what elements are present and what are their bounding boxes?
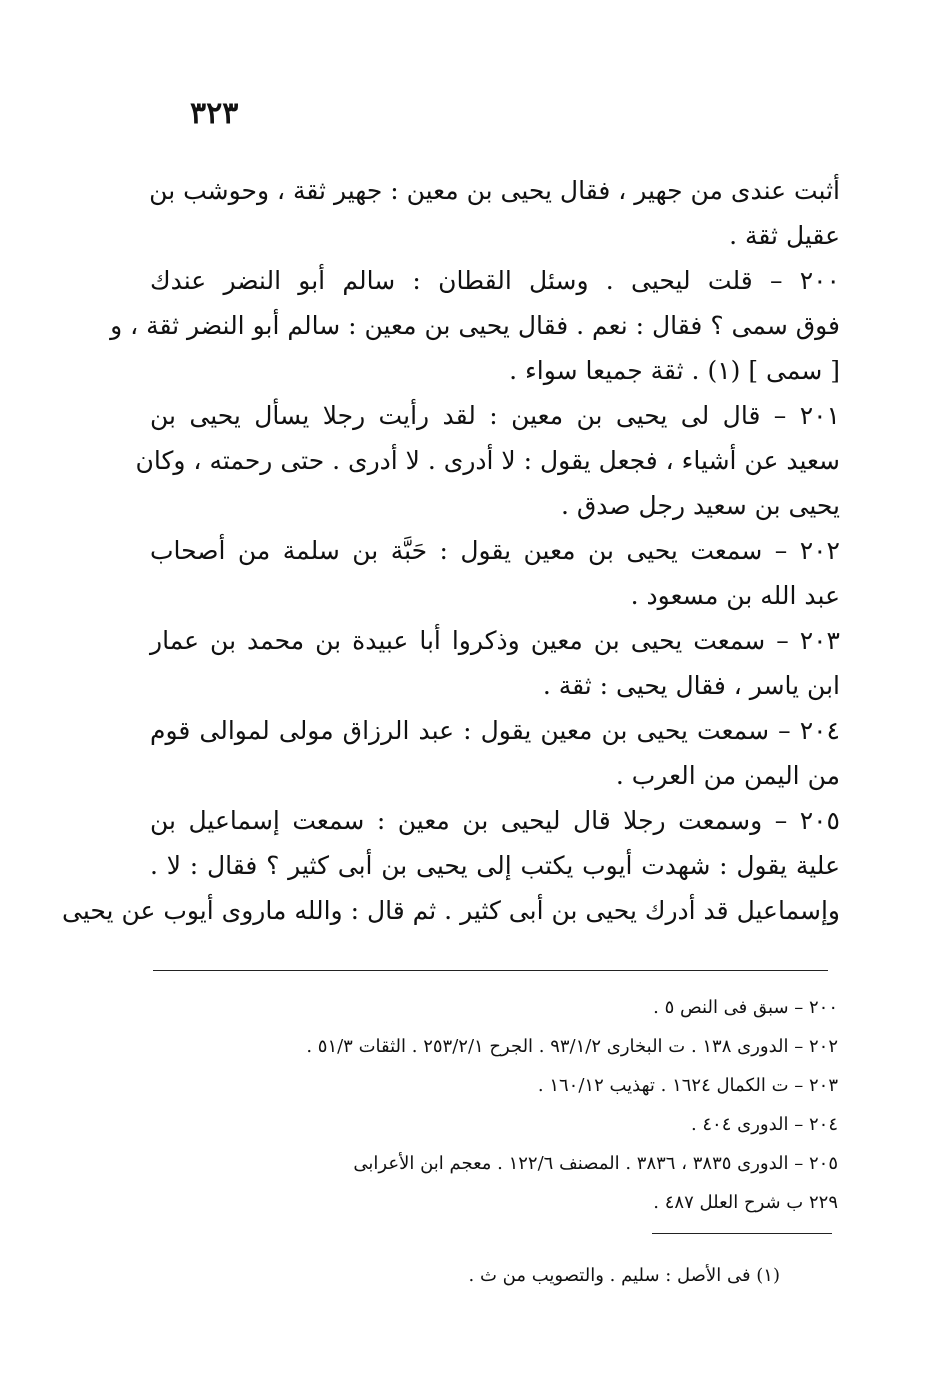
entry-200 xyxy=(110,258,840,393)
text-line: ٢٠٥ – وسمعت رجلا قال ليحيى بن معين : سمعت إسماعيل بن xyxy=(150,806,840,835)
main-text xyxy=(62,168,840,933)
footnote-203: ٢٠٣ – ت الكمال ١٦٢٤ . تهذيب ١٦٠/١٢ . xyxy=(537,1075,838,1096)
entry-203 xyxy=(150,618,840,708)
footnote-202: ٢٠٢ – الدورى ١٣٨ . ت البخارى ٩٣/١/٢ . الجرح ٢٥٣/٢/١ . الثقات ٥١/٣ . xyxy=(306,1036,838,1057)
text-line: عبد الله بن مسعود . xyxy=(630,581,840,610)
text-line: ٢٠٣ – سمعت يحيى بن معين وذكروا أبا عبيدة بن محمد بن عمار xyxy=(150,626,840,655)
footnote-205: ٢٠٥ – الدورى ٣٨٣٥ ، ٣٨٣٦ . المصنف ١٢٢/٦ . معجم ابن الأعرابى xyxy=(353,1153,838,1174)
entry-201 xyxy=(135,393,840,528)
text-line: وإسماعيل قد أدرك يحيى بن أبى كثير . ثم قال : والله ماروى أيوب عن يحيى xyxy=(62,896,840,925)
footnote-204: ٢٠٤ – الدورى ٤٠٤ . xyxy=(690,1114,838,1135)
page-number: ٣٢٣ xyxy=(190,96,239,131)
text-line: ابن ياسر ، فقال يحيى : ثقة . xyxy=(542,671,840,700)
text-line: عقيل ثقة . xyxy=(729,221,840,250)
footnotes xyxy=(150,988,838,1222)
editorial-note: (١) فى الأصل : سليم . والتصويب من ث . xyxy=(468,1265,780,1286)
text-line: ٢٠٢ – سمعت يحيى بن معين يقول : حَبَّة بن سلمة من أصحاب xyxy=(150,536,840,565)
text-line: أثبت عندى من جهير ، فقال يحيى بن معين : جهير ثقة ، وحوشب بن xyxy=(149,176,840,205)
text-line: علية يقول : شهدت أيوب يكتب إلى يحيى بن أبى كثير ؟ فقال : لا . xyxy=(150,851,840,880)
note-divider xyxy=(652,1233,832,1234)
text-line: سعيد عن أشياء ، فجعل يقول : لا أدرى . لا أدرى . حتى رحمته ، وكان xyxy=(135,446,840,475)
paragraph-continuation xyxy=(150,168,840,258)
entry-202 xyxy=(150,528,840,618)
text-line: ٢٠٤ – سمعت يحيى بن معين يقول : عبد الرزاق مولى لموالى قوم xyxy=(150,716,840,745)
text-line: من اليمن من العرب . xyxy=(615,761,840,790)
entry-204 xyxy=(150,708,840,798)
text-line: يحيى بن سعيد رجل صدق . xyxy=(560,491,840,520)
footnote-205-continued: ٢٢٩ ب شرح العلل ٤٨٧ . xyxy=(653,1192,838,1213)
text-line: فوق سمى ؟ فقال : نعم . فقال يحيى بن معين : سالم أبو النضر ثقة ، و xyxy=(110,311,840,340)
footnote-200: ٢٠٠ – سبق فى النص ٥ . xyxy=(653,997,838,1018)
footnote-divider xyxy=(153,970,828,971)
entry-205 xyxy=(62,798,840,933)
text-line: [ سمى ] (١) . ثقة جميعا سواء . xyxy=(509,356,840,385)
text-line: ٢٠٠ – قلت ليحيى . وسئل القطان : سالم أبو النضر عندك xyxy=(150,266,840,295)
text-line: ٢٠١ – قال لى يحيى بن معين : لقد رأيت رجلا يسأل يحيى بن xyxy=(150,401,840,430)
